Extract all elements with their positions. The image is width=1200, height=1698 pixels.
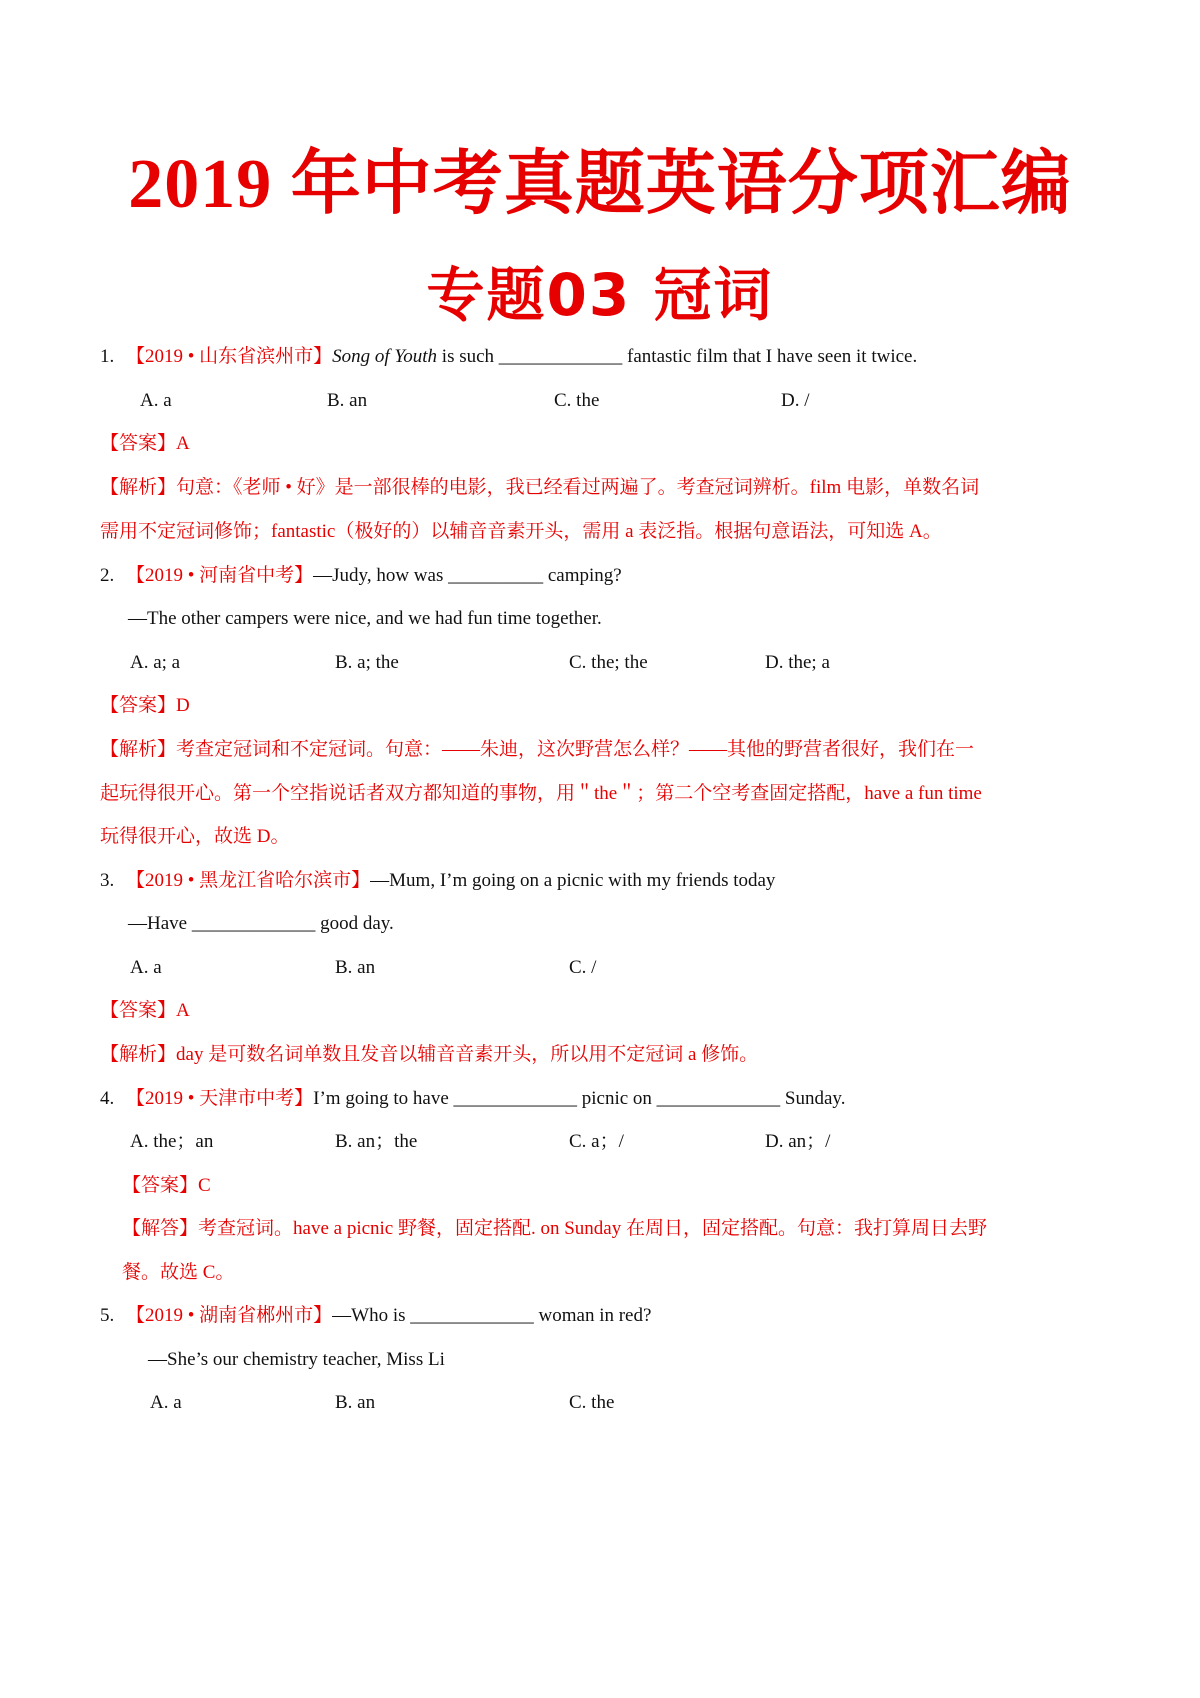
question-5 (100, 1302, 651, 1330)
question-stem: is such _____________ fantastic film that I have seen it twice. (437, 346, 918, 367)
question-stem: —Mum, I’m going on a picnic with my friends today (370, 870, 776, 891)
question-source: 【2019 • 天津市中考】 (126, 1088, 314, 1109)
option-d: D. / (781, 390, 810, 411)
analysis-label: 【解析】 (100, 1044, 177, 1065)
question-number: 1. (100, 346, 115, 367)
option-a: A. a (150, 1392, 182, 1413)
question-stem-line2: —The other campers were nice, and we had fun time together. (128, 608, 602, 629)
analysis-text: 考查冠词。have a picnic 野餐，固定搭配. on Sunday 在周日，固定搭配。句意：我打算周日去野 (198, 1218, 987, 1239)
option-a: A. the；an (130, 1131, 214, 1152)
analysis (100, 474, 979, 502)
question-stem-line2: —Have _____________ good day. (128, 913, 394, 934)
question-stem: —Who is _____________ woman in red? (332, 1305, 652, 1326)
option-d: D. an；/ (765, 1131, 831, 1152)
option-b: B. an；the (335, 1131, 418, 1152)
option-c: C. / (569, 957, 597, 978)
question-stem: —Judy, how was __________ camping? (313, 565, 622, 586)
analysis-text: 餐。故选 C。 (122, 1262, 235, 1283)
analysis-text: 句意：《老师 • 好》是一部很棒的电影，我已经看过两遍了。考查冠词辨析。film 电影，单数名词 (176, 477, 980, 498)
analysis (100, 1041, 758, 1069)
answer: 【答案】D (100, 695, 190, 716)
question-source: 【2019 • 黑龙江省哈尔滨市】 (126, 870, 371, 891)
option-b: B. an (335, 957, 376, 978)
question-1 (100, 343, 917, 371)
question-source: 【2019 • 河南省中考】 (126, 565, 314, 586)
analysis-label: 【解答】 (122, 1218, 199, 1239)
question-number: 5. (100, 1305, 115, 1326)
analysis (122, 1215, 987, 1243)
analysis-text: 玩得很开心，故选 D。 (100, 826, 290, 847)
page-title: 2019 年中考真题英语分项汇编 (128, 146, 1072, 223)
option-a: A. a (140, 390, 172, 411)
question-2 (100, 562, 622, 590)
question-stem-title: Song of Youth (332, 346, 438, 367)
page-subtitle: 专题03 冠词 (426, 261, 774, 329)
option-b: B. a; the (335, 652, 399, 673)
option-c: C. the (569, 1392, 615, 1413)
analysis (100, 736, 974, 764)
option-b: B. an (335, 1392, 376, 1413)
analysis-label: 【解析】 (100, 477, 177, 498)
option-a: A. a (130, 957, 162, 978)
option-b: B. an (327, 390, 368, 411)
question-source: 【2019 • 湖南省郴州市】 (126, 1305, 333, 1326)
question-stem: I’m going to have _____________ picnic on _____________ Sunday. (313, 1088, 846, 1109)
answer: 【答案】C (122, 1175, 211, 1196)
question-4 (100, 1085, 845, 1113)
analysis-text: 考查定冠词和不定冠词。句意：——朱迪，这次野营怎么样？——其他的野营者很好，我们在一 (176, 739, 975, 760)
answer: 【答案】A (100, 1000, 190, 1021)
question-number: 2. (100, 565, 115, 586)
option-c: C. a；/ (569, 1131, 624, 1152)
option-d: D. the; a (765, 652, 830, 673)
question-source: 【2019 • 山东省滨州市】 (126, 346, 333, 367)
option-c: C. the; the (569, 652, 648, 673)
question-number: 4. (100, 1088, 115, 1109)
question-number: 3. (100, 870, 115, 891)
analysis-label: 【解析】 (100, 739, 177, 760)
question-3 (100, 867, 775, 895)
option-a: A. a; a (130, 652, 181, 673)
option-c: C. the (554, 390, 600, 411)
analysis-text: 需用不定冠词修饰；fantastic（极好的）以辅音音素开头，需用 a 表泛指。根据句意语法，可知选 A。 (100, 521, 942, 542)
analysis-text: day 是可数名词单数且发音以辅音音素开头，所以用不定冠词 a 修饰。 (176, 1044, 759, 1065)
analysis-text: 起玩得很开心。第一个空指说话者双方都知道的事物，用＂the＂；第二个空考查固定搭配，have a fun time (100, 783, 982, 804)
question-stem-line2: —She’s our chemistry teacher, Miss Li (148, 1349, 445, 1370)
answer: 【答案】A (100, 433, 190, 454)
